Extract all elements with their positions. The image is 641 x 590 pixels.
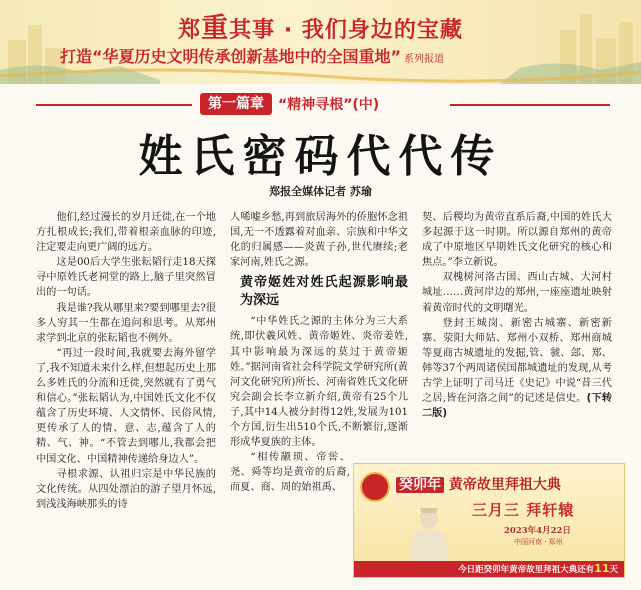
byline: 郑报全媒体记者 苏瑜 bbox=[269, 185, 372, 198]
paragraph: 契、后稷均为黄帝直系后裔,中国的姓氏大多起源于这一时期。所以源自郑州的黄帝成了中原地区早期姓氏文化研究的核心和焦点。”李立新说。 bbox=[422, 212, 612, 269]
paragraph: 双槐树河洛古国、西山古城、大河村城址……黄河岸边的郑州,一座座遗址映射着黄帝时代的文明曙光。 bbox=[422, 272, 612, 314]
paragraph: “再过一段时间,我就要去海外留学了,我不知道未来什么样,但想起历史上那么多姓氏的分流和迁徙,突然就有了勇气和信心。”张耘韬认为,中国姓氏文化不仅蕴含了历史环境、人文情怀、民俗风情,更传承了人的情、意、志,蕴含了人的精、气、神。“不管去到哪儿,我都会把中国文化、中国精神传递给身边人”。 bbox=[36, 347, 216, 465]
ad-date: 2023年4月22日 bbox=[504, 526, 571, 536]
ad-countdown-bar bbox=[354, 561, 624, 577]
series-label: 系列报道 bbox=[404, 54, 445, 65]
paragraph: “相传颛顼、帝喾、尧、舜等均是黄帝的后裔,而夏、商、周的始祖禹、 bbox=[230, 452, 350, 494]
banner-subtitle-text: 打造“华夏历史文明传承创新基地中的全国重地” bbox=[60, 47, 402, 66]
paragraph: 寻根求源、认祖归宗是中华民族的文化传统。从四处漂泊的游子望月怀远,到浅浅海峡那头的诗 bbox=[36, 468, 216, 510]
yellow-emperor-statue-icon bbox=[394, 504, 464, 568]
seal-icon bbox=[360, 472, 390, 502]
ad-title bbox=[396, 474, 561, 494]
paragraph: “中华姓氏之源的主体分为三大系统,即伏羲风姓、黄帝姬姓、炎帝姜姓,其中影响最为深远的莫过于黄帝姬姓。”据河南省社会科学院文学研究所(黄河文化研究所)所长、河南省姓氏文化研究会副会长李立新介绍,黄帝有25个儿子,其中14人被分封得12姓,发展为101个方国,衍生出510个氏,不断繁衍,逐渐形成华夏族的主体。 bbox=[230, 316, 408, 449]
divider-right bbox=[450, 104, 610, 106]
ad-main-slogan: 三月三 拜轩辕 bbox=[472, 501, 575, 519]
chapter-strip bbox=[200, 93, 379, 115]
banner-title-rest: 其事 · 我们身边的宝藏 bbox=[229, 18, 463, 43]
paragraph: 人唏嘘乡愁,再到旅居海外的侨胞怀念祖国,无一不透露着对血亲、宗族和中华文化的归属感——炎黄子孙,世代赓续;老家河南,姓氏之源。 bbox=[230, 212, 408, 269]
article-column-2 bbox=[230, 210, 408, 496]
ad-countdown-number: 11 bbox=[594, 562, 610, 575]
paragraph-text: 登封王城岗、新密古城寨、新密新寨、荥阳大师姑、郑州小双桥、郑州商城等夏商古城遗址的发掘,管、虢、郐、郑、韩等37个两周诸侯国都城遗址的发现,从考古学上证明了司马迁《史记》中说“昔三代之居,皆在河洛之间”的记述是信史。 bbox=[422, 317, 612, 405]
ad-title-year: 癸卯年 bbox=[396, 477, 444, 493]
ceremony-advertisement[interactable] bbox=[353, 463, 625, 578]
chapter-tag: 第一篇章 bbox=[200, 93, 272, 115]
banner-title-char1: 郑 bbox=[178, 18, 202, 43]
banner-title bbox=[0, 6, 641, 45]
continued-note: (下转二版) bbox=[422, 393, 612, 420]
banner-title-char2: 重 bbox=[201, 13, 230, 44]
article-column-1 bbox=[36, 210, 216, 512]
paragraph: 这是00后大学生张耘韬行走18天探寻中原姓氏老祠堂的路上,脑子里突然冒出的一句话。 bbox=[36, 257, 216, 299]
divider-left bbox=[36, 104, 192, 106]
article-headline: 姓氏密码代代传 bbox=[138, 131, 503, 182]
paragraph: 他们,经过漫长的岁月迁徙,在一个地方扎根成长;我们,带着根亲血脉的印迹,注定要走向更广阔的远方。 bbox=[36, 212, 216, 254]
section-subheading: 黄帝姬姓对姓氏起源影响最为深远 bbox=[240, 275, 408, 309]
ad-countdown-unit: 天 bbox=[609, 565, 618, 575]
article-column-3 bbox=[422, 210, 612, 421]
paragraph: 我是谁?我从哪里来?要到哪里去?很多人穷其一生都在追问和思考。从郑州求学到北京的张耘韬也不例外。 bbox=[36, 302, 216, 344]
series-banner bbox=[0, 0, 641, 84]
ad-place: 中国河南 · 郑州 bbox=[514, 538, 563, 546]
paragraph bbox=[422, 316, 612, 422]
chapter-topic: “精神寻根”(中) bbox=[278, 97, 380, 113]
banner-subtitle bbox=[60, 44, 580, 67]
ad-countdown-text: 今日距癸卯年黄帝故里拜祖大典还有 bbox=[458, 565, 595, 575]
ad-title-event: 黄帝故里拜祖大典 bbox=[448, 477, 561, 493]
